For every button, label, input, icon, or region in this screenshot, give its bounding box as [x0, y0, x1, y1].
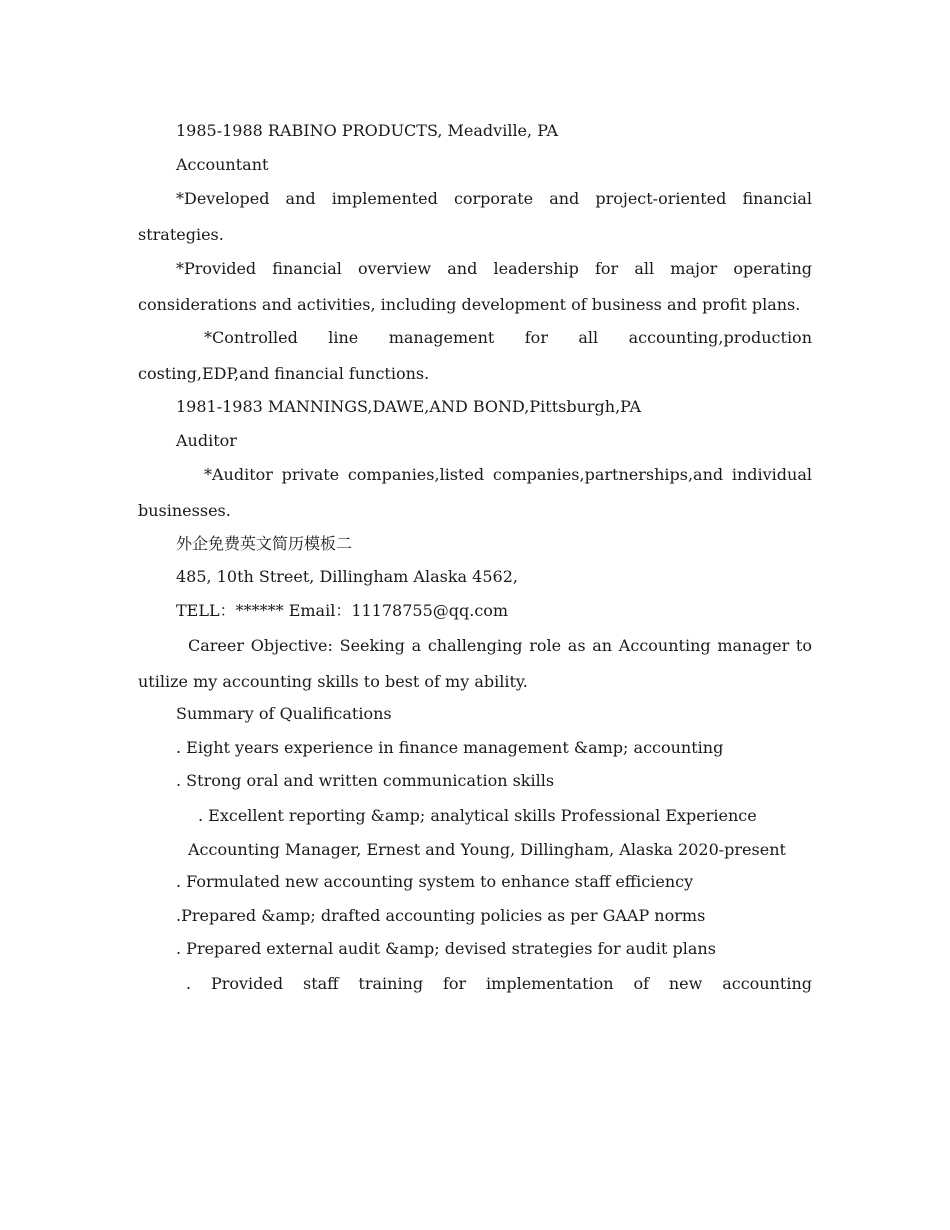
experience-item: . Prepared external audit &amp; devised strategies for audit plans [176, 939, 716, 959]
bullet-developed: *Developed and implemented corporate and project-oriented financial strategies. [138, 189, 812, 245]
experience-item: . Provided staff training for implementation of new accounting [186, 973, 812, 993]
job-title-accountant: Accountant [176, 154, 269, 174]
bullet-provided-overview: *Provided financial overview and leadership for all major operating considerations and activities, including development of business and profit plans. [138, 258, 812, 314]
contact-line: TELL：****** Email：11178755@qq.com [176, 601, 509, 620]
bullet-auditor: *Auditor private companies,listed companies,partnerships,and individual businesses. [138, 465, 812, 521]
job-title-auditor: Auditor [176, 430, 237, 450]
summary-heading: Summary of Qualifications [176, 704, 392, 724]
experience-item: . Formulated new accounting system to enhance staff efficiency [176, 872, 694, 892]
bullet-controlled: *Controlled line management for all accounting,production costing,EDP,and financial functions. [138, 328, 812, 384]
experience-item: .Prepared &amp; drafted accounting policies as per GAAP norms [176, 905, 706, 925]
employment-heading-rabino: 1985-1988 RABINO PRODUCTS, Meadville, PA [176, 121, 559, 140]
career-objective: Career Objective: Seeking a challenging role as an Accounting manager to utilize my accounting skills to best of my ability. [138, 635, 812, 691]
qualification-item: . Eight years experience in finance management &amp; accounting [176, 737, 724, 757]
section-title-chinese: 外企免费英文简历模板二 [176, 533, 353, 553]
qualification-item: . Strong oral and written communication skills [176, 771, 555, 791]
qualification-item: . Excellent reporting &amp; analytical skills Professional Experience [198, 805, 757, 825]
document-body [138, 114, 812, 1000]
experience-heading: Accounting Manager, Ernest and Young, Dillingham, Alaska 2020-present [188, 839, 786, 859]
employment-heading-mannings: 1981-1983 MANNINGS,DAWE,AND BOND,Pittsburgh,PA [176, 397, 642, 417]
address-line: 485, 10th Street, Dillingham Alaska 4562, [176, 567, 518, 587]
